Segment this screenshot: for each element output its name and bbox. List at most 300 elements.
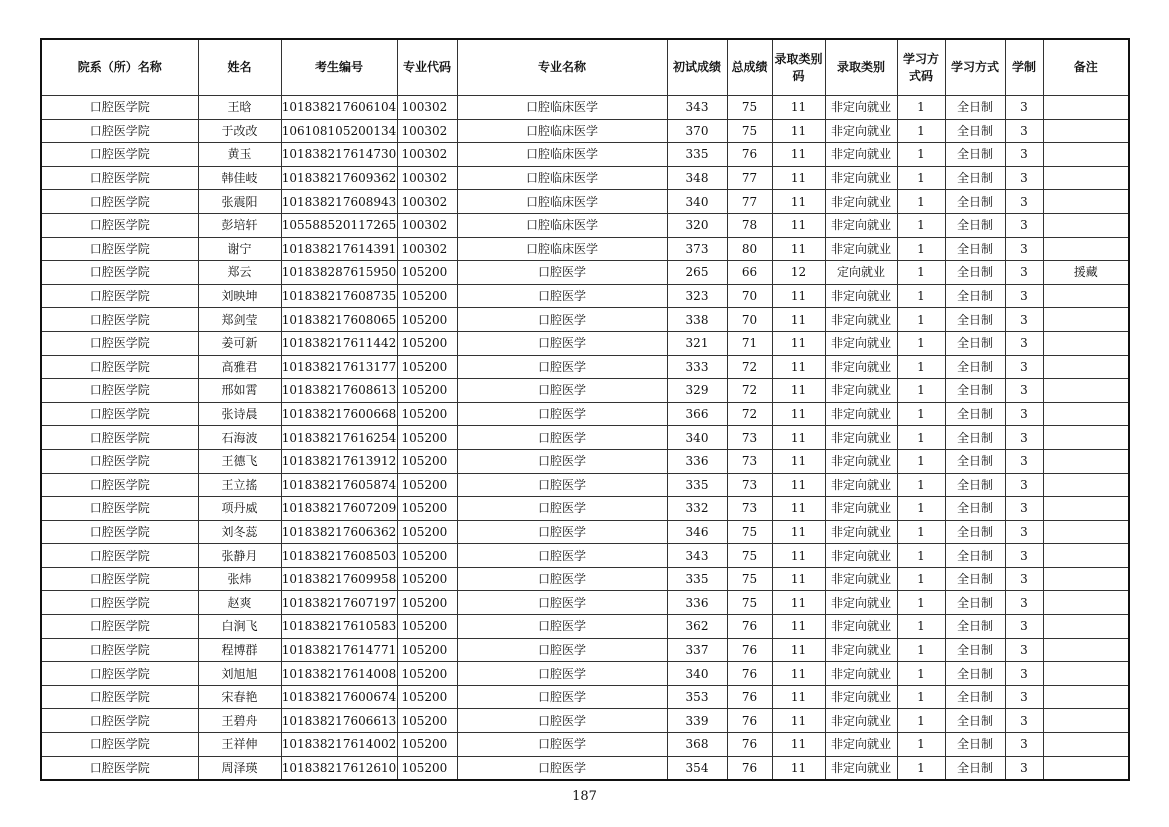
cell-department: 口腔医学院 — [41, 379, 198, 403]
cell-name: 高雅君 — [198, 355, 281, 379]
cell-candidate-id: 101838287615950 — [281, 261, 397, 285]
cell-major-code: 100302 — [397, 237, 457, 261]
header-major-name: 专业名称 — [457, 39, 667, 96]
cell-study-mode: 全日制 — [945, 402, 1005, 426]
table-row — [41, 331, 1129, 355]
cell-remarks — [1043, 449, 1129, 473]
cell-name: 刘映坤 — [198, 284, 281, 308]
cell-major-name: 口腔临床医学 — [457, 96, 667, 120]
cell-admission-type: 非定向就业 — [825, 308, 897, 332]
cell-study-mode-code: 1 — [897, 497, 945, 521]
cell-major-code: 105200 — [397, 615, 457, 639]
cell-duration: 3 — [1005, 709, 1043, 733]
cell-candidate-id: 101838217614730 — [281, 143, 397, 167]
cell-total-score: 72 — [727, 355, 772, 379]
cell-remarks — [1043, 756, 1129, 780]
cell-total-score: 75 — [727, 119, 772, 143]
cell-total-score: 75 — [727, 567, 772, 591]
cell-study-mode: 全日制 — [945, 261, 1005, 285]
cell-name: 郑云 — [198, 261, 281, 285]
cell-admission-type-code: 12 — [772, 261, 825, 285]
header-row — [41, 39, 1129, 96]
cell-duration: 3 — [1005, 166, 1043, 190]
cell-major-code: 105200 — [397, 355, 457, 379]
admission-list — [40, 38, 1128, 781]
cell-initial-score: 340 — [667, 190, 727, 214]
cell-major-name: 口腔临床医学 — [457, 190, 667, 214]
cell-candidate-id: 101838217606104 — [281, 96, 397, 120]
cell-total-score: 71 — [727, 331, 772, 355]
cell-remarks — [1043, 237, 1129, 261]
cell-admission-type-code: 11 — [772, 379, 825, 403]
cell-admission-type: 非定向就业 — [825, 544, 897, 568]
cell-major-code: 100302 — [397, 143, 457, 167]
cell-admission-type: 非定向就业 — [825, 284, 897, 308]
cell-admission-type-code: 11 — [772, 709, 825, 733]
cell-study-mode: 全日制 — [945, 143, 1005, 167]
cell-duration: 3 — [1005, 261, 1043, 285]
cell-study-mode: 全日制 — [945, 166, 1005, 190]
cell-major-code: 105200 — [397, 544, 457, 568]
cell-remarks — [1043, 379, 1129, 403]
cell-name: 彭培轩 — [198, 213, 281, 237]
cell-major-name: 口腔医学 — [457, 591, 667, 615]
cell-study-mode-code: 1 — [897, 119, 945, 143]
cell-study-mode: 全日制 — [945, 497, 1005, 521]
cell-department: 口腔医学院 — [41, 756, 198, 780]
cell-admission-type-code: 11 — [772, 567, 825, 591]
cell-study-mode: 全日制 — [945, 284, 1005, 308]
cell-study-mode-code: 1 — [897, 733, 945, 757]
cell-study-mode-code: 1 — [897, 709, 945, 733]
cell-study-mode: 全日制 — [945, 520, 1005, 544]
cell-initial-score: 343 — [667, 96, 727, 120]
cell-candidate-id: 101838217611442 — [281, 331, 397, 355]
cell-admission-type: 非定向就业 — [825, 96, 897, 120]
cell-remarks — [1043, 567, 1129, 591]
cell-initial-score: 368 — [667, 733, 727, 757]
cell-remarks — [1043, 355, 1129, 379]
cell-admission-type-code: 11 — [772, 591, 825, 615]
cell-admission-type-code: 11 — [772, 615, 825, 639]
cell-initial-score: 335 — [667, 473, 727, 497]
cell-initial-score: 373 — [667, 237, 727, 261]
cell-total-score: 66 — [727, 261, 772, 285]
cell-department: 口腔医学院 — [41, 261, 198, 285]
cell-candidate-id: 101838217614002 — [281, 733, 397, 757]
cell-major-name: 口腔医学 — [457, 426, 667, 450]
table-row — [41, 237, 1129, 261]
cell-major-name: 口腔临床医学 — [457, 213, 667, 237]
cell-name: 王德飞 — [198, 449, 281, 473]
cell-department: 口腔医学院 — [41, 449, 198, 473]
cell-study-mode-code: 1 — [897, 237, 945, 261]
cell-duration: 3 — [1005, 449, 1043, 473]
cell-admission-type: 非定向就业 — [825, 426, 897, 450]
cell-candidate-id: 101838217606362 — [281, 520, 397, 544]
cell-major-code: 105200 — [397, 331, 457, 355]
cell-study-mode-code: 1 — [897, 449, 945, 473]
cell-major-name: 口腔医学 — [457, 308, 667, 332]
cell-admission-type-code: 11 — [772, 308, 825, 332]
cell-study-mode: 全日制 — [945, 331, 1005, 355]
cell-duration: 3 — [1005, 96, 1043, 120]
cell-study-mode: 全日制 — [945, 426, 1005, 450]
cell-study-mode: 全日制 — [945, 355, 1005, 379]
cell-name: 周泽瑛 — [198, 756, 281, 780]
table-row — [41, 591, 1129, 615]
cell-study-mode: 全日制 — [945, 567, 1005, 591]
table-row — [41, 284, 1129, 308]
cell-total-score: 76 — [727, 709, 772, 733]
cell-candidate-id: 101838217608503 — [281, 544, 397, 568]
cell-major-code: 100302 — [397, 190, 457, 214]
cell-admission-type-code: 11 — [772, 449, 825, 473]
cell-remarks — [1043, 662, 1129, 686]
cell-name: 王立搖 — [198, 473, 281, 497]
cell-candidate-id: 106108105200134 — [281, 119, 397, 143]
header-duration: 学制 — [1005, 39, 1043, 96]
cell-major-code: 105200 — [397, 426, 457, 450]
cell-admission-type: 非定向就业 — [825, 119, 897, 143]
cell-duration: 3 — [1005, 143, 1043, 167]
cell-duration: 3 — [1005, 733, 1043, 757]
cell-department: 口腔医学院 — [41, 166, 198, 190]
cell-name: 张炜 — [198, 567, 281, 591]
cell-admission-type: 非定向就业 — [825, 662, 897, 686]
cell-remarks — [1043, 119, 1129, 143]
cell-major-name: 口腔医学 — [457, 284, 667, 308]
cell-total-score: 73 — [727, 426, 772, 450]
cell-initial-score: 265 — [667, 261, 727, 285]
cell-duration: 3 — [1005, 591, 1043, 615]
cell-initial-score: 320 — [667, 213, 727, 237]
cell-initial-score: 336 — [667, 449, 727, 473]
cell-duration: 3 — [1005, 567, 1043, 591]
cell-department: 口腔医学院 — [41, 615, 198, 639]
cell-total-score: 75 — [727, 544, 772, 568]
cell-department: 口腔医学院 — [41, 662, 198, 686]
cell-major-code: 105200 — [397, 520, 457, 544]
cell-initial-score: 348 — [667, 166, 727, 190]
cell-admission-type: 非定向就业 — [825, 591, 897, 615]
cell-duration: 3 — [1005, 190, 1043, 214]
table-row — [41, 615, 1129, 639]
cell-department: 口腔医学院 — [41, 473, 198, 497]
cell-name: 项丹威 — [198, 497, 281, 521]
cell-study-mode-code: 1 — [897, 143, 945, 167]
cell-admission-type-code: 11 — [772, 733, 825, 757]
cell-name: 宋春艳 — [198, 685, 281, 709]
cell-study-mode: 全日制 — [945, 638, 1005, 662]
cell-major-code: 105200 — [397, 567, 457, 591]
cell-initial-score: 329 — [667, 379, 727, 403]
cell-major-name: 口腔医学 — [457, 662, 667, 686]
cell-candidate-id: 101838217610583 — [281, 615, 397, 639]
header-name: 姓名 — [198, 39, 281, 96]
cell-department: 口腔医学院 — [41, 544, 198, 568]
cell-initial-score: 366 — [667, 402, 727, 426]
cell-study-mode-code: 1 — [897, 261, 945, 285]
cell-study-mode-code: 1 — [897, 544, 945, 568]
cell-remarks — [1043, 143, 1129, 167]
cell-major-name: 口腔医学 — [457, 261, 667, 285]
cell-admission-type-code: 11 — [772, 544, 825, 568]
cell-department: 口腔医学院 — [41, 143, 198, 167]
cell-department: 口腔医学院 — [41, 308, 198, 332]
cell-department: 口腔医学院 — [41, 355, 198, 379]
cell-remarks — [1043, 733, 1129, 757]
cell-admission-type: 非定向就业 — [825, 756, 897, 780]
cell-candidate-id: 101838217608735 — [281, 284, 397, 308]
cell-duration: 3 — [1005, 473, 1043, 497]
cell-duration: 3 — [1005, 544, 1043, 568]
table-row — [41, 520, 1129, 544]
cell-candidate-id: 101838217614008 — [281, 662, 397, 686]
cell-admission-type-code: 11 — [772, 756, 825, 780]
cell-study-mode-code: 1 — [897, 615, 945, 639]
cell-study-mode-code: 1 — [897, 638, 945, 662]
cell-candidate-id: 101838217605874 — [281, 473, 397, 497]
cell-initial-score: 336 — [667, 591, 727, 615]
cell-major-code: 105200 — [397, 662, 457, 686]
cell-major-code: 100302 — [397, 166, 457, 190]
cell-initial-score: 339 — [667, 709, 727, 733]
cell-candidate-id: 101838217609362 — [281, 166, 397, 190]
cell-major-name: 口腔医学 — [457, 733, 667, 757]
cell-name: 石海波 — [198, 426, 281, 450]
cell-name: 邢如霄 — [198, 379, 281, 403]
cell-name: 刘冬蕊 — [198, 520, 281, 544]
cell-remarks — [1043, 284, 1129, 308]
cell-study-mode-code: 1 — [897, 473, 945, 497]
cell-department: 口腔医学院 — [41, 426, 198, 450]
cell-remarks: 援藏 — [1043, 261, 1129, 285]
cell-remarks — [1043, 426, 1129, 450]
cell-admission-type: 非定向就业 — [825, 379, 897, 403]
cell-total-score: 70 — [727, 308, 772, 332]
cell-department: 口腔医学院 — [41, 96, 198, 120]
cell-major-code: 105200 — [397, 685, 457, 709]
cell-study-mode-code: 1 — [897, 402, 945, 426]
cell-major-name: 口腔医学 — [457, 402, 667, 426]
cell-total-score: 76 — [727, 756, 772, 780]
cell-department: 口腔医学院 — [41, 685, 198, 709]
cell-admission-type-code: 11 — [772, 284, 825, 308]
cell-major-code: 105200 — [397, 379, 457, 403]
cell-admission-type: 非定向就业 — [825, 190, 897, 214]
cell-initial-score: 370 — [667, 119, 727, 143]
cell-admission-type: 非定向就业 — [825, 237, 897, 261]
cell-initial-score: 346 — [667, 520, 727, 544]
cell-major-name: 口腔医学 — [457, 638, 667, 662]
cell-candidate-id: 101838217607197 — [281, 591, 397, 615]
cell-admission-type-code: 11 — [772, 213, 825, 237]
table-row — [41, 638, 1129, 662]
cell-name: 王祥伸 — [198, 733, 281, 757]
cell-study-mode: 全日制 — [945, 308, 1005, 332]
cell-study-mode: 全日制 — [945, 615, 1005, 639]
cell-major-name: 口腔临床医学 — [457, 237, 667, 261]
table-row — [41, 213, 1129, 237]
table-header — [41, 39, 1129, 96]
cell-admission-type: 非定向就业 — [825, 166, 897, 190]
table-row — [41, 355, 1129, 379]
cell-department: 口腔医学院 — [41, 284, 198, 308]
cell-department: 口腔医学院 — [41, 331, 198, 355]
table-row — [41, 166, 1129, 190]
cell-remarks — [1043, 213, 1129, 237]
cell-name: 王晗 — [198, 96, 281, 120]
cell-remarks — [1043, 96, 1129, 120]
cell-duration: 3 — [1005, 638, 1043, 662]
cell-major-name: 口腔医学 — [457, 685, 667, 709]
table-row — [41, 96, 1129, 120]
cell-admission-type: 定向就业 — [825, 261, 897, 285]
cell-major-code: 100302 — [397, 213, 457, 237]
header-study-mode-code: 学习方式码 — [897, 39, 945, 96]
cell-major-name: 口腔医学 — [457, 756, 667, 780]
cell-initial-score: 335 — [667, 143, 727, 167]
cell-candidate-id: 101838217608613 — [281, 379, 397, 403]
cell-candidate-id: 105588520117265 — [281, 213, 397, 237]
cell-remarks — [1043, 520, 1129, 544]
cell-admission-type-code: 11 — [772, 119, 825, 143]
cell-study-mode-code: 1 — [897, 567, 945, 591]
cell-major-code: 105200 — [397, 591, 457, 615]
cell-major-code: 105200 — [397, 756, 457, 780]
cell-department: 口腔医学院 — [41, 567, 198, 591]
cell-candidate-id: 101838217613912 — [281, 449, 397, 473]
cell-total-score: 76 — [727, 638, 772, 662]
table-row — [41, 709, 1129, 733]
cell-initial-score: 333 — [667, 355, 727, 379]
cell-study-mode: 全日制 — [945, 473, 1005, 497]
cell-department: 口腔医学院 — [41, 237, 198, 261]
cell-candidate-id: 101838217607209 — [281, 497, 397, 521]
header-total-score: 总成绩 — [727, 39, 772, 96]
cell-major-code: 105200 — [397, 473, 457, 497]
cell-major-code: 105200 — [397, 261, 457, 285]
cell-candidate-id: 101838217600674 — [281, 685, 397, 709]
table-row — [41, 662, 1129, 686]
cell-duration: 3 — [1005, 685, 1043, 709]
cell-admission-type: 非定向就业 — [825, 402, 897, 426]
cell-major-code: 105200 — [397, 284, 457, 308]
cell-initial-score: 362 — [667, 615, 727, 639]
table-row — [41, 685, 1129, 709]
cell-major-code: 100302 — [397, 119, 457, 143]
cell-study-mode: 全日制 — [945, 544, 1005, 568]
cell-total-score: 75 — [727, 96, 772, 120]
cell-study-mode-code: 1 — [897, 591, 945, 615]
admission-table — [40, 38, 1130, 781]
cell-department: 口腔医学院 — [41, 497, 198, 521]
cell-name: 黄玉 — [198, 143, 281, 167]
cell-initial-score: 340 — [667, 426, 727, 450]
table-row — [41, 449, 1129, 473]
cell-admission-type-code: 11 — [772, 190, 825, 214]
header-initial-score: 初试成绩 — [667, 39, 727, 96]
cell-study-mode: 全日制 — [945, 119, 1005, 143]
cell-total-score: 76 — [727, 143, 772, 167]
header-major-code: 专业代码 — [397, 39, 457, 96]
cell-remarks — [1043, 473, 1129, 497]
cell-major-code: 105200 — [397, 497, 457, 521]
cell-study-mode-code: 1 — [897, 355, 945, 379]
cell-initial-score: 323 — [667, 284, 727, 308]
cell-candidate-id: 101838217614391 — [281, 237, 397, 261]
header-admission-type: 录取类别 — [825, 39, 897, 96]
table-row — [41, 402, 1129, 426]
cell-major-code: 105200 — [397, 733, 457, 757]
cell-study-mode: 全日制 — [945, 213, 1005, 237]
cell-admission-type-code: 11 — [772, 638, 825, 662]
cell-duration: 3 — [1005, 497, 1043, 521]
table-row — [41, 756, 1129, 780]
cell-name: 王碧舟 — [198, 709, 281, 733]
cell-candidate-id: 101838217606613 — [281, 709, 397, 733]
cell-major-code: 105200 — [397, 638, 457, 662]
cell-admission-type-code: 11 — [772, 520, 825, 544]
cell-remarks — [1043, 591, 1129, 615]
cell-duration: 3 — [1005, 426, 1043, 450]
table-body — [41, 96, 1129, 781]
cell-admission-type-code: 11 — [772, 685, 825, 709]
cell-admission-type-code: 11 — [772, 331, 825, 355]
cell-major-code: 105200 — [397, 402, 457, 426]
cell-major-code: 105200 — [397, 709, 457, 733]
cell-admission-type-code: 11 — [772, 473, 825, 497]
cell-total-score: 75 — [727, 591, 772, 615]
cell-admission-type: 非定向就业 — [825, 733, 897, 757]
header-department: 院系（所）名称 — [41, 39, 198, 96]
cell-study-mode: 全日制 — [945, 190, 1005, 214]
cell-name: 张静月 — [198, 544, 281, 568]
table-row — [41, 733, 1129, 757]
cell-duration: 3 — [1005, 379, 1043, 403]
cell-study-mode: 全日制 — [945, 709, 1005, 733]
cell-duration: 3 — [1005, 284, 1043, 308]
cell-study-mode: 全日制 — [945, 449, 1005, 473]
cell-initial-score: 353 — [667, 685, 727, 709]
cell-admission-type-code: 11 — [772, 96, 825, 120]
cell-admission-type: 非定向就业 — [825, 213, 897, 237]
table-row — [41, 567, 1129, 591]
cell-duration: 3 — [1005, 213, 1043, 237]
cell-study-mode-code: 1 — [897, 331, 945, 355]
cell-major-code: 105200 — [397, 308, 457, 332]
cell-major-name: 口腔医学 — [457, 449, 667, 473]
cell-name: 谢宁 — [198, 237, 281, 261]
cell-remarks — [1043, 166, 1129, 190]
cell-admission-type-code: 11 — [772, 143, 825, 167]
cell-major-name: 口腔医学 — [457, 379, 667, 403]
cell-major-name: 口腔医学 — [457, 331, 667, 355]
cell-initial-score: 354 — [667, 756, 727, 780]
cell-name: 程博群 — [198, 638, 281, 662]
cell-admission-type: 非定向就业 — [825, 567, 897, 591]
table-row — [41, 143, 1129, 167]
cell-department: 口腔医学院 — [41, 402, 198, 426]
cell-total-score: 80 — [727, 237, 772, 261]
page-number: 187 — [572, 789, 597, 804]
cell-remarks — [1043, 615, 1129, 639]
table-row — [41, 379, 1129, 403]
cell-study-mode-code: 1 — [897, 308, 945, 332]
cell-study-mode-code: 1 — [897, 213, 945, 237]
header-candidate-id: 考生编号 — [281, 39, 397, 96]
